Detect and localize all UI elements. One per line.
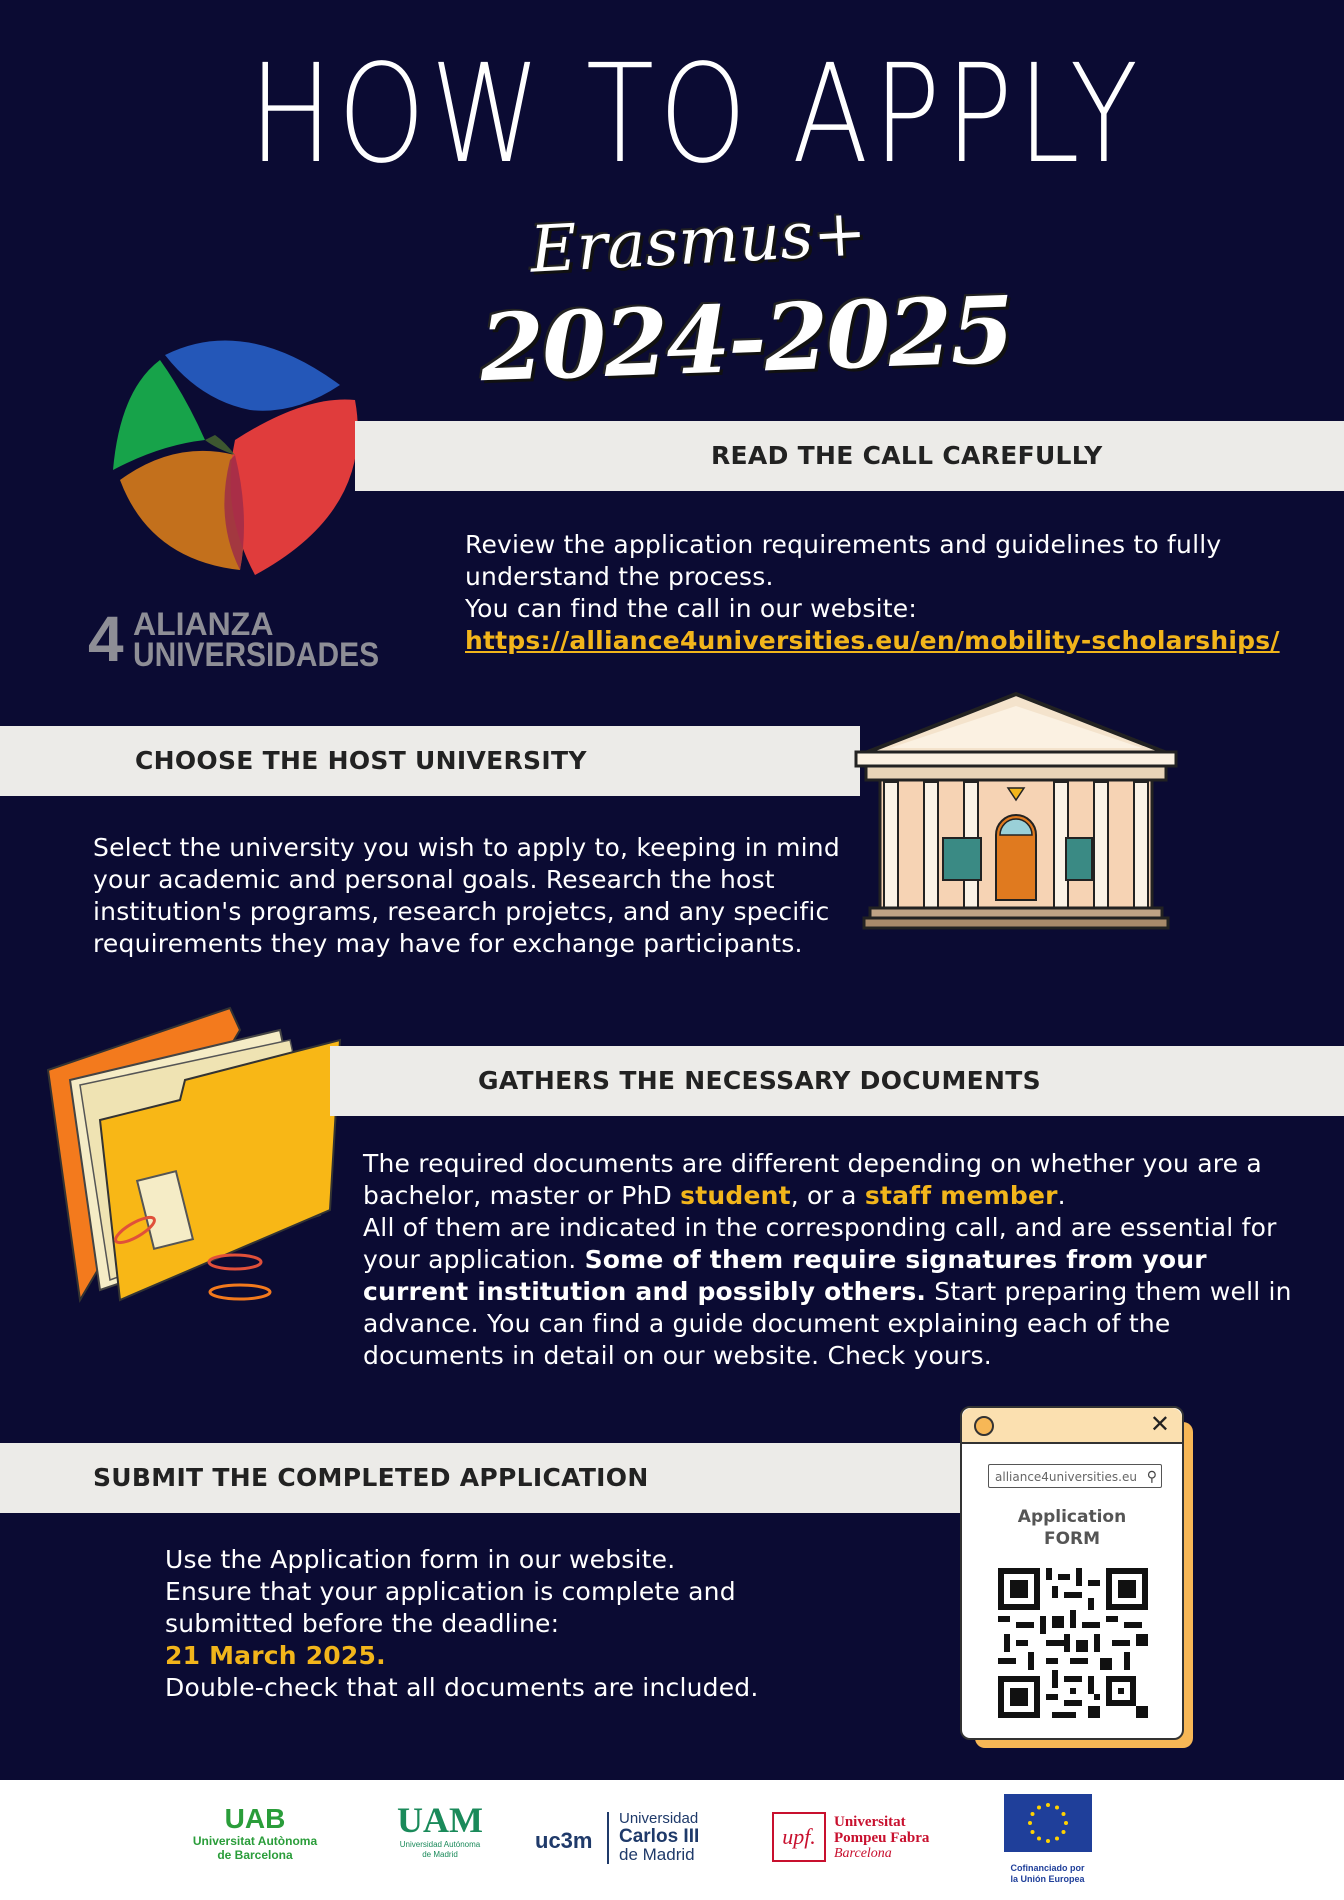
upf-name: upf. — [772, 1812, 826, 1862]
alliance-logo-mark — [105, 330, 365, 580]
form-label-2: FORM — [1043, 1529, 1101, 1549]
upf-logo[interactable] — [772, 1810, 947, 1868]
logo-number: 4 — [88, 603, 124, 675]
step-submit-body — [165, 1544, 785, 1704]
step-choose-band — [0, 726, 860, 796]
uab-sub2: de Barcelona — [217, 1848, 293, 1862]
eu-flag-icon — [1004, 1794, 1092, 1852]
university-building-icon — [850, 690, 1182, 935]
step-submit-heading: SUBMIT THE COMPLETED APPLICATION — [93, 1463, 649, 1492]
gather-student: student — [680, 1181, 791, 1210]
step-read-band — [355, 421, 1344, 491]
step-gather-heading: GATHERS THE NECESSARY DOCUMENTS — [478, 1066, 1041, 1095]
folder-documents-icon — [40, 1000, 350, 1305]
uab-logo[interactable] — [185, 1804, 325, 1862]
gather-bold: Some of them require signatures from your current institution and possibly others. — [363, 1245, 1207, 1306]
step-read-text2: You can find the call in our website: — [465, 594, 917, 623]
qr-code[interactable] — [998, 1568, 1148, 1718]
submit-deadline: 21 March 2025. — [165, 1641, 386, 1670]
uc3m-divider — [607, 1812, 609, 1864]
uam-logo[interactable] — [390, 1800, 490, 1860]
form-window-titlebar — [962, 1408, 1182, 1444]
gather-t2: , or a — [790, 1181, 865, 1210]
step-read-text1: Review the application requirements and guidelines to fully understand the process. — [465, 530, 1222, 591]
call-link[interactable]: https://alliance4universities.eu/en/mobility-scholarships/ — [465, 626, 1280, 655]
search-icon: ⚲ — [1146, 1469, 1157, 1485]
url-search-text: alliance4universities.eu — [995, 1470, 1137, 1484]
uam-sub2: de Madrid — [422, 1850, 458, 1859]
gather-t1: The required documents are different depending on whether you are a bachelor, master or PhD — [363, 1149, 1262, 1210]
upf-l3: Barcelona — [834, 1846, 892, 1861]
upf-l1: Universitat — [834, 1814, 906, 1830]
program-name: Erasmus+ — [528, 196, 869, 288]
submit-line3: Double-check that all documents are included. — [165, 1673, 759, 1702]
uam-sub1: Universidad Autónoma — [399, 1840, 481, 1849]
submit-line2: Ensure that your application is complete and submitted before the deadline: — [165, 1577, 736, 1638]
step-submit-band — [0, 1443, 965, 1513]
upf-text — [834, 1814, 929, 1862]
uc3m-l3: de Madrid — [619, 1845, 695, 1864]
url-search-box[interactable] — [988, 1464, 1162, 1488]
logo-line1: ALIANZA — [133, 606, 274, 642]
eu-l1: Cofinanciado por — [1010, 1863, 1085, 1873]
eu-logo[interactable] — [1000, 1794, 1095, 1885]
program-years: 2024-2025 — [478, 275, 1015, 403]
page-title: HOW TO APPLY — [248, 36, 1143, 194]
gather-t4: All of them are indicated in the corresponding call, and are essential for your application. — [363, 1213, 1277, 1274]
gather-staff: staff member — [864, 1181, 1058, 1210]
step-gather-body — [363, 1148, 1313, 1372]
uab-name: UAB — [224, 1803, 286, 1834]
uc3m-logo[interactable] — [535, 1810, 715, 1870]
uc3m-l1: Universidad — [619, 1810, 699, 1827]
upf-l2: Pompeu Fabra — [834, 1830, 930, 1846]
step-read-heading: READ THE CALL CAREFULLY — [711, 441, 1103, 470]
uc3m-name: uc3m — [535, 1828, 593, 1853]
step-gather-band — [330, 1046, 1344, 1116]
form-label — [962, 1506, 1182, 1550]
close-icon[interactable]: ✕ — [1149, 1410, 1170, 1438]
uc3m-text — [619, 1810, 699, 1864]
logo-line2: UNIVERSIDADES — [133, 636, 380, 674]
submit-line1: Use the Application form in our website. — [165, 1545, 676, 1574]
gather-t3: . — [1057, 1181, 1066, 1210]
step-choose-heading: CHOOSE THE HOST UNIVERSITY — [135, 746, 587, 775]
footer-partners — [0, 1780, 1344, 1900]
window-dot-icon — [974, 1416, 994, 1436]
step-read-body — [465, 529, 1285, 657]
uc3m-l2: Carlos III — [619, 1826, 700, 1847]
uam-name: UAM — [397, 1800, 483, 1840]
step-choose-text: Select the university you wish to apply to, keeping in mind your academic and personal goals. Research the host institution's programs, research projetcs, and any specific requirements they may have for exchange participants. — [93, 833, 840, 958]
gather-t5: Start preparing them well in advance. You can find a guide document explaining each of the documents in detail on our website. Check yours. — [363, 1277, 1292, 1370]
eu-l2: la Unión Europea — [1010, 1874, 1085, 1884]
form-label-1: Application — [1017, 1507, 1127, 1527]
uab-sub1: Universitat Autònoma — [192, 1834, 318, 1848]
application-form-window[interactable] — [960, 1406, 1184, 1740]
